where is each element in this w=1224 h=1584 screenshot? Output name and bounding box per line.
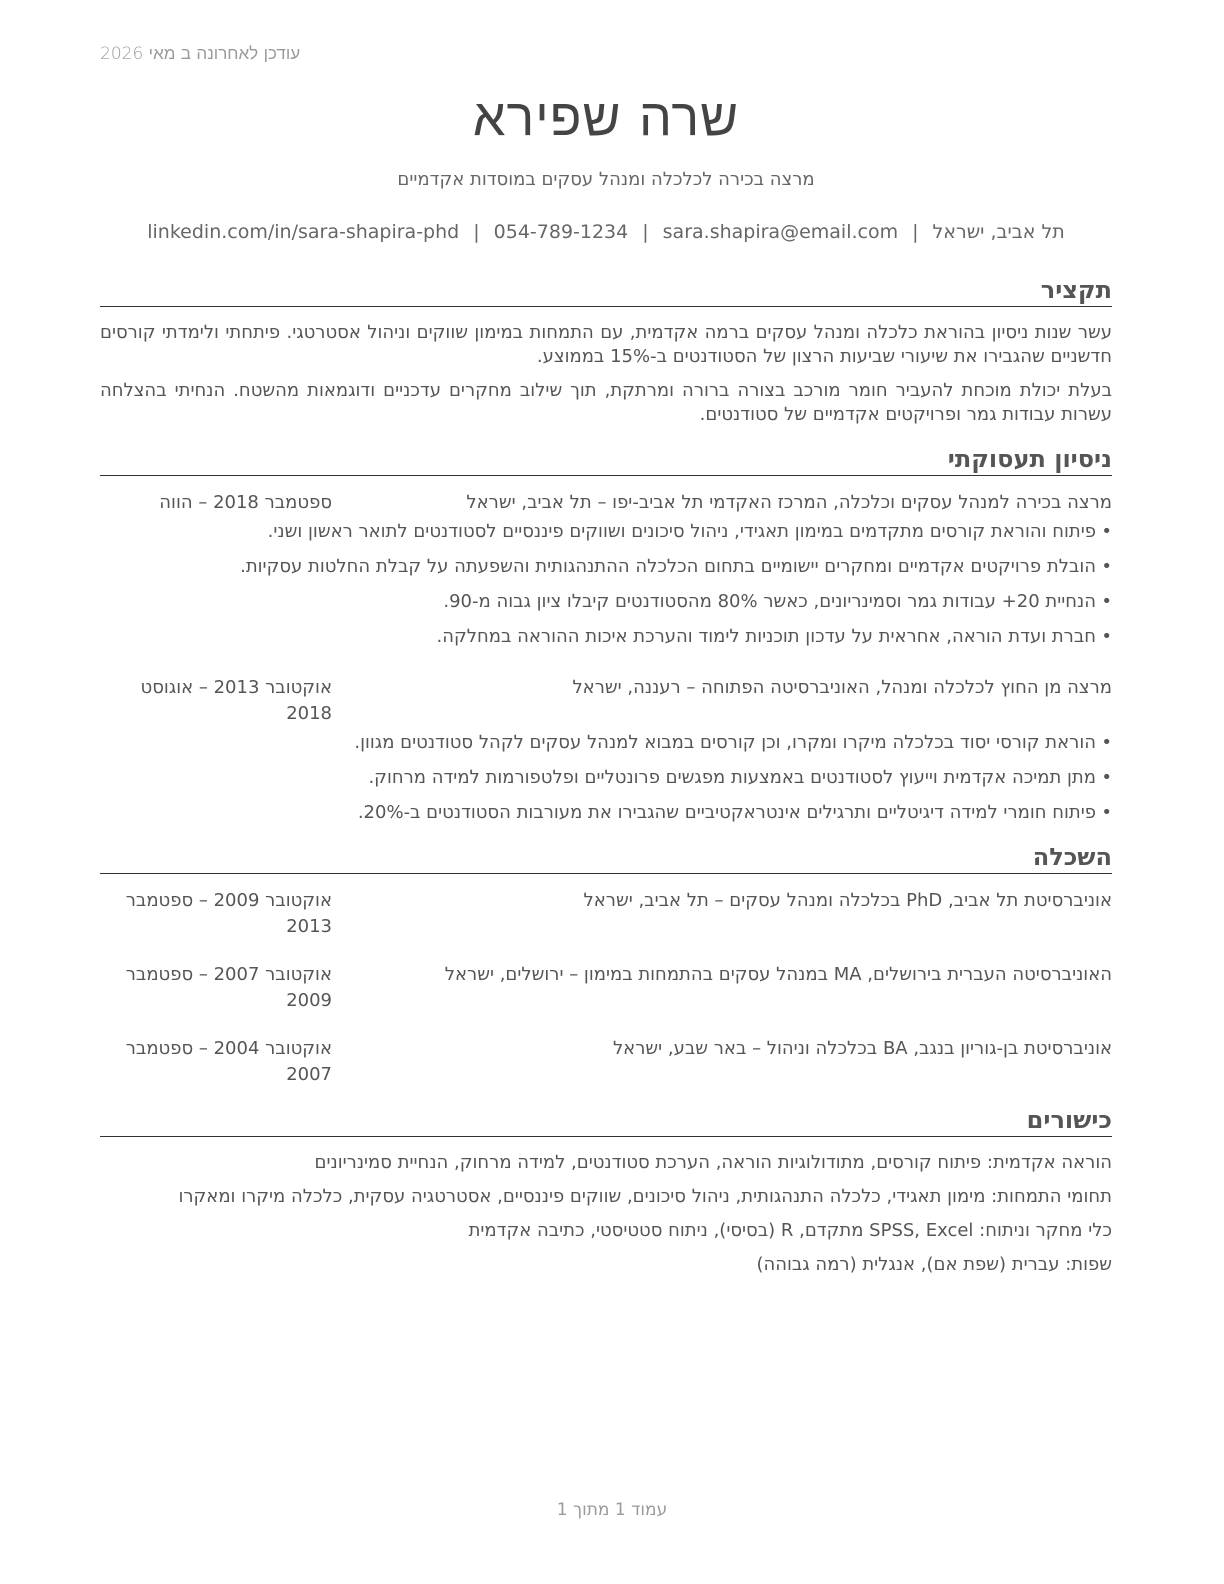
skills-section — [100, 1106, 1112, 1277]
education-entry — [100, 962, 1112, 1014]
bullet-text: הוראת קורסי יסוד בכלכלה מיקרו ומקרו, וכן קורסים במבוא למנהל עסקים לקהל סטודנטים מגוון. — [354, 732, 1096, 753]
job-bullets — [100, 520, 1112, 649]
education-title: אוניברסיטת בן-גוריון בנגב, BA בכלכלה וניהול – באר שבע, ישראל — [612, 1038, 1112, 1059]
education-entry — [100, 888, 1112, 940]
contact-location: תל אביב, ישראל — [932, 221, 1065, 243]
list-item — [100, 766, 1112, 790]
contact-separator: | — [473, 221, 480, 243]
education-dates: אוקטובר 2007 – ספטמבר 2009 — [125, 964, 332, 1011]
candidate-name: שרה שפירא — [472, 88, 740, 148]
job-header — [100, 490, 1112, 516]
bullet-text: הנחיית 20+ עבודות גמר וסמינריונים, כאשר 80% מהסטודנטים קיבלו ציון גבוה מ-90. — [443, 591, 1096, 612]
education-entry — [100, 1036, 1112, 1088]
page-number: עמוד 1 מתוך 1 — [556, 1500, 668, 1520]
skill-line: הוראה אקדמית: פיתוח קורסים, מתודולוגיות הוראה, הערכת סטודנטים, למידה מרחוק, הנחיית סמינריונים — [314, 1152, 1112, 1173]
job-title: מרצה בכירה למנהל עסקים וכלכלה, המרכז האקדמי תל אביב-יפו – תל אביב, ישראל — [466, 492, 1112, 513]
resume-body — [100, 276, 1112, 1295]
job-dates: אוקטובר 2013 – אוגוסט 2018 — [140, 677, 332, 724]
job-entry — [100, 675, 1112, 825]
bullet-icon: • — [1101, 767, 1112, 788]
job-bullets — [100, 731, 1112, 825]
list-item — [100, 731, 1112, 755]
skill-line: שפות: עברית (שפת אם), אנגלית (רמה גבוהה) — [756, 1254, 1112, 1275]
summary-paragraph: בעלת יכולת מוכחת להעביר חומר מורכב בצורה ברורה ומרתקת, תוך שילוב מחקרים עדכניים ודוגמאות מהשטח. הנחיתי בהצלחה עשרות עבודות גמר ופרויקטים אקדמיים של סטודנטים. — [100, 380, 1112, 425]
education-section — [100, 843, 1112, 1088]
bullet-text: הובלת פרויקטים אקדמיים ומחקרים יישומיים בתחום הכלכלה ההתנהגותית והשפעתה על קבלת החלטות עסקיות. — [240, 556, 1096, 577]
bullet-text: חברת ועדת הוראה, אחראית על עדכון תוכניות לימוד והערכת איכות ההוראה במחלקה. — [436, 626, 1096, 647]
bullet-icon: • — [1101, 626, 1112, 647]
skill-line: כלי מחקר וניתוח: SPSS, Excel מתקדם, R (בסיסי), ניתוח סטטיסטי, כתיבה אקדמית — [468, 1220, 1112, 1241]
bullet-text: פיתוח והוראת קורסים מתקדמים במימון תאגידי, ניהול סיכונים ושווקים פיננסיים לסטודנטים לתואר ראשון ושני. — [267, 521, 1096, 542]
contact-separator: | — [912, 221, 919, 243]
contact-phone[interactable]: 054-789-1234 — [493, 221, 629, 243]
education-title: האוניברסיטה העברית בירושלים, MA במנהל עסקים בהתמחות במימון – ירושלים, ישראל — [444, 964, 1112, 985]
education-title: אוניברסיטת תל אביב, PhD בכלכלה ומנהל עסקים – תל אביב, ישראל — [583, 890, 1112, 911]
section-title: השכלה — [100, 843, 1112, 874]
candidate-subtitle: מרצה בכירה לכלכלה ומנהל עסקים במוסדות אקדמיים — [397, 169, 815, 190]
list-item — [100, 801, 1112, 825]
contact-separator: | — [642, 221, 649, 243]
education-dates: אוקטובר 2009 – ספטמבר 2013 — [125, 890, 332, 937]
job-dates: ספטמבר 2018 – הווה — [159, 492, 332, 513]
list-item — [100, 590, 1112, 614]
job-title: מרצה מן החוץ לכלכלה ומנהל, האוניברסיטה הפתוחה – רעננה, ישראל — [572, 677, 1112, 698]
contact-email[interactable]: sara.shapira@email.com — [662, 221, 899, 243]
contact-line — [100, 220, 1112, 244]
list-item — [100, 625, 1112, 649]
summary-section — [100, 276, 1112, 427]
bullet-text: מתן תמיכה אקדמית וייעוץ לסטודנטים באמצעות מפגשים פרונטליים ופלטפורמות למידה מרחוק. — [368, 767, 1096, 788]
summary-paragraph: עשר שנות ניסיון בהוראת כלכלה ומנהל עסקים ברמה אקדמית, עם התמחות במימון שווקים וניהול אסטרטגי. פיתחתי ולימדתי קורסים חדשניים שהגבירו את שיעורי שביעות הרצון של הסטודנטים ב-15% בממוצע. — [100, 322, 1112, 367]
list-item — [100, 555, 1112, 579]
bullet-icon: • — [1101, 556, 1112, 577]
bullet-text: פיתוח חומרי למידה דיגיטליים ותרגילים אינטראקטיביים שהגבירו את מעורבות הסטודנטים ב-20%. — [357, 802, 1096, 823]
job-entry — [100, 490, 1112, 649]
bullet-icon: • — [1101, 591, 1112, 612]
education-dates: אוקטובר 2004 – ספטמבר 2007 — [125, 1038, 332, 1085]
section-title: כישורים — [100, 1106, 1112, 1137]
list-item — [100, 520, 1112, 544]
job-header — [100, 675, 1112, 727]
bullet-icon: • — [1101, 732, 1112, 753]
resume-header — [100, 88, 1112, 244]
section-title: תקציר — [100, 276, 1112, 307]
bullet-icon: • — [1101, 521, 1112, 542]
section-title: ניסיון תעסוקתי — [100, 445, 1112, 476]
experience-section — [100, 445, 1112, 825]
skill-line: תחומי התמחות: מימון תאגידי, כלכלה התנהגותית, ניהול סיכונים, שווקים פיננסיים, אסטרטגיה עסקית, כלכלה מיקרו ומאקרו — [178, 1186, 1112, 1207]
bullet-icon: • — [1101, 802, 1112, 823]
last-updated: עודכן לאחרונה ב מאי 2026 — [100, 44, 301, 64]
contact-linkedin[interactable]: linkedin.com/in/sara-shapira-phd — [147, 221, 460, 243]
